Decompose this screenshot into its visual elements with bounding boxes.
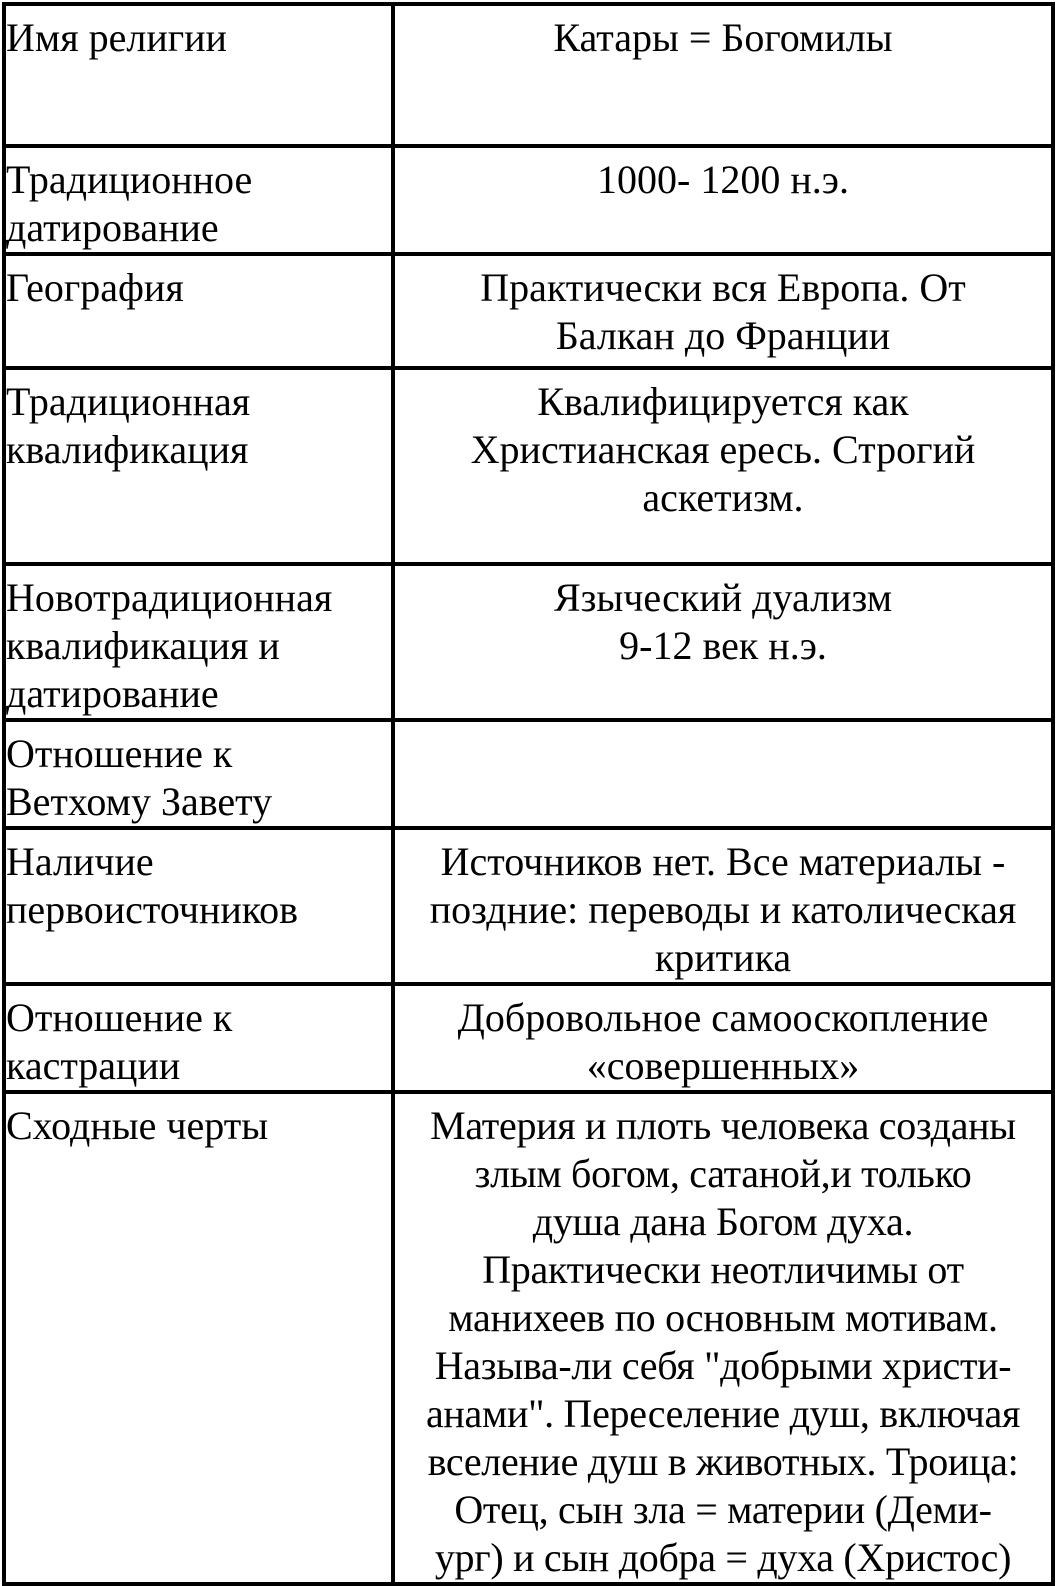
row-label: Наличие первоисточников [6,839,299,932]
row-label-cell [4,564,393,720]
row-value-cell [393,564,1053,720]
row-label-cell [4,254,393,368]
row-value: Катары = Богомилы [553,15,893,60]
row-label-cell [4,4,393,146]
row-label-cell [4,984,393,1092]
row-label: Сходные черты [6,1103,269,1148]
row-value: Квалифицируется как Христианская ересь. Строгий аскетизм. [470,379,976,520]
row-label: Новотрадиционная квалификация и датирование [6,575,333,716]
row-label-cell [4,720,393,828]
row-label-cell [4,368,393,564]
table-row-traditional-qualification [4,368,1053,564]
row-value-cell [393,1092,1053,1584]
row-value: Материя и плоть человека созданы злым богом, сатаной,и только душа дана Богом духа. Практически неотличимы от манихеев по основным мотивам. Называ-ли себя "добрыми христи- анами". Переселение душ, включая вселение душ в животных. Троица: Отец, сын зла = материи (Деми- ург) и сын добра = духа (Христос) [425,1103,1021,1580]
row-label-cell [4,146,393,254]
row-value-cell [393,828,1053,984]
row-value: 1000- 1200 н.э. [597,157,849,202]
table-row-castration [4,984,1053,1092]
row-label-cell [4,828,393,984]
table-row-primary-sources [4,828,1053,984]
row-value-cell [393,146,1053,254]
row-value-cell [393,4,1053,146]
table-row-neotraditional-qualification [4,564,1053,720]
row-label: Имя религии [6,15,227,60]
row-value-cell [393,984,1053,1092]
row-value-cell [393,254,1053,368]
table-row-geography [4,254,1053,368]
row-label: Отношение к Ветхому Завету [6,731,273,824]
table-row-similar-features [4,1092,1053,1584]
row-value: Источников нет. Все материалы - поздние: переводы и католическая критика [429,839,1017,980]
row-value: Языческий дуализм 9-12 век н.э. [553,575,893,668]
row-label: Традиционное датирование [6,157,253,250]
row-value: Практически вся Европа. От Балкан до Франции [480,265,966,358]
table-row-traditional-dating [4,146,1053,254]
table-row-old-testament [4,720,1053,828]
row-label: Отношение к кастрации [6,995,233,1088]
religion-comparison-table [2,2,1055,1586]
row-value-cell [393,720,1053,828]
row-label: Традиционная квалификация [6,379,251,472]
row-label-cell [4,1092,393,1584]
row-value-cell [393,368,1053,564]
row-value: Добровольное самооскопление «совершенных» [457,995,989,1088]
row-label: География [6,265,184,310]
row-value [395,722,1051,730]
table-row-religion-name [4,4,1053,146]
